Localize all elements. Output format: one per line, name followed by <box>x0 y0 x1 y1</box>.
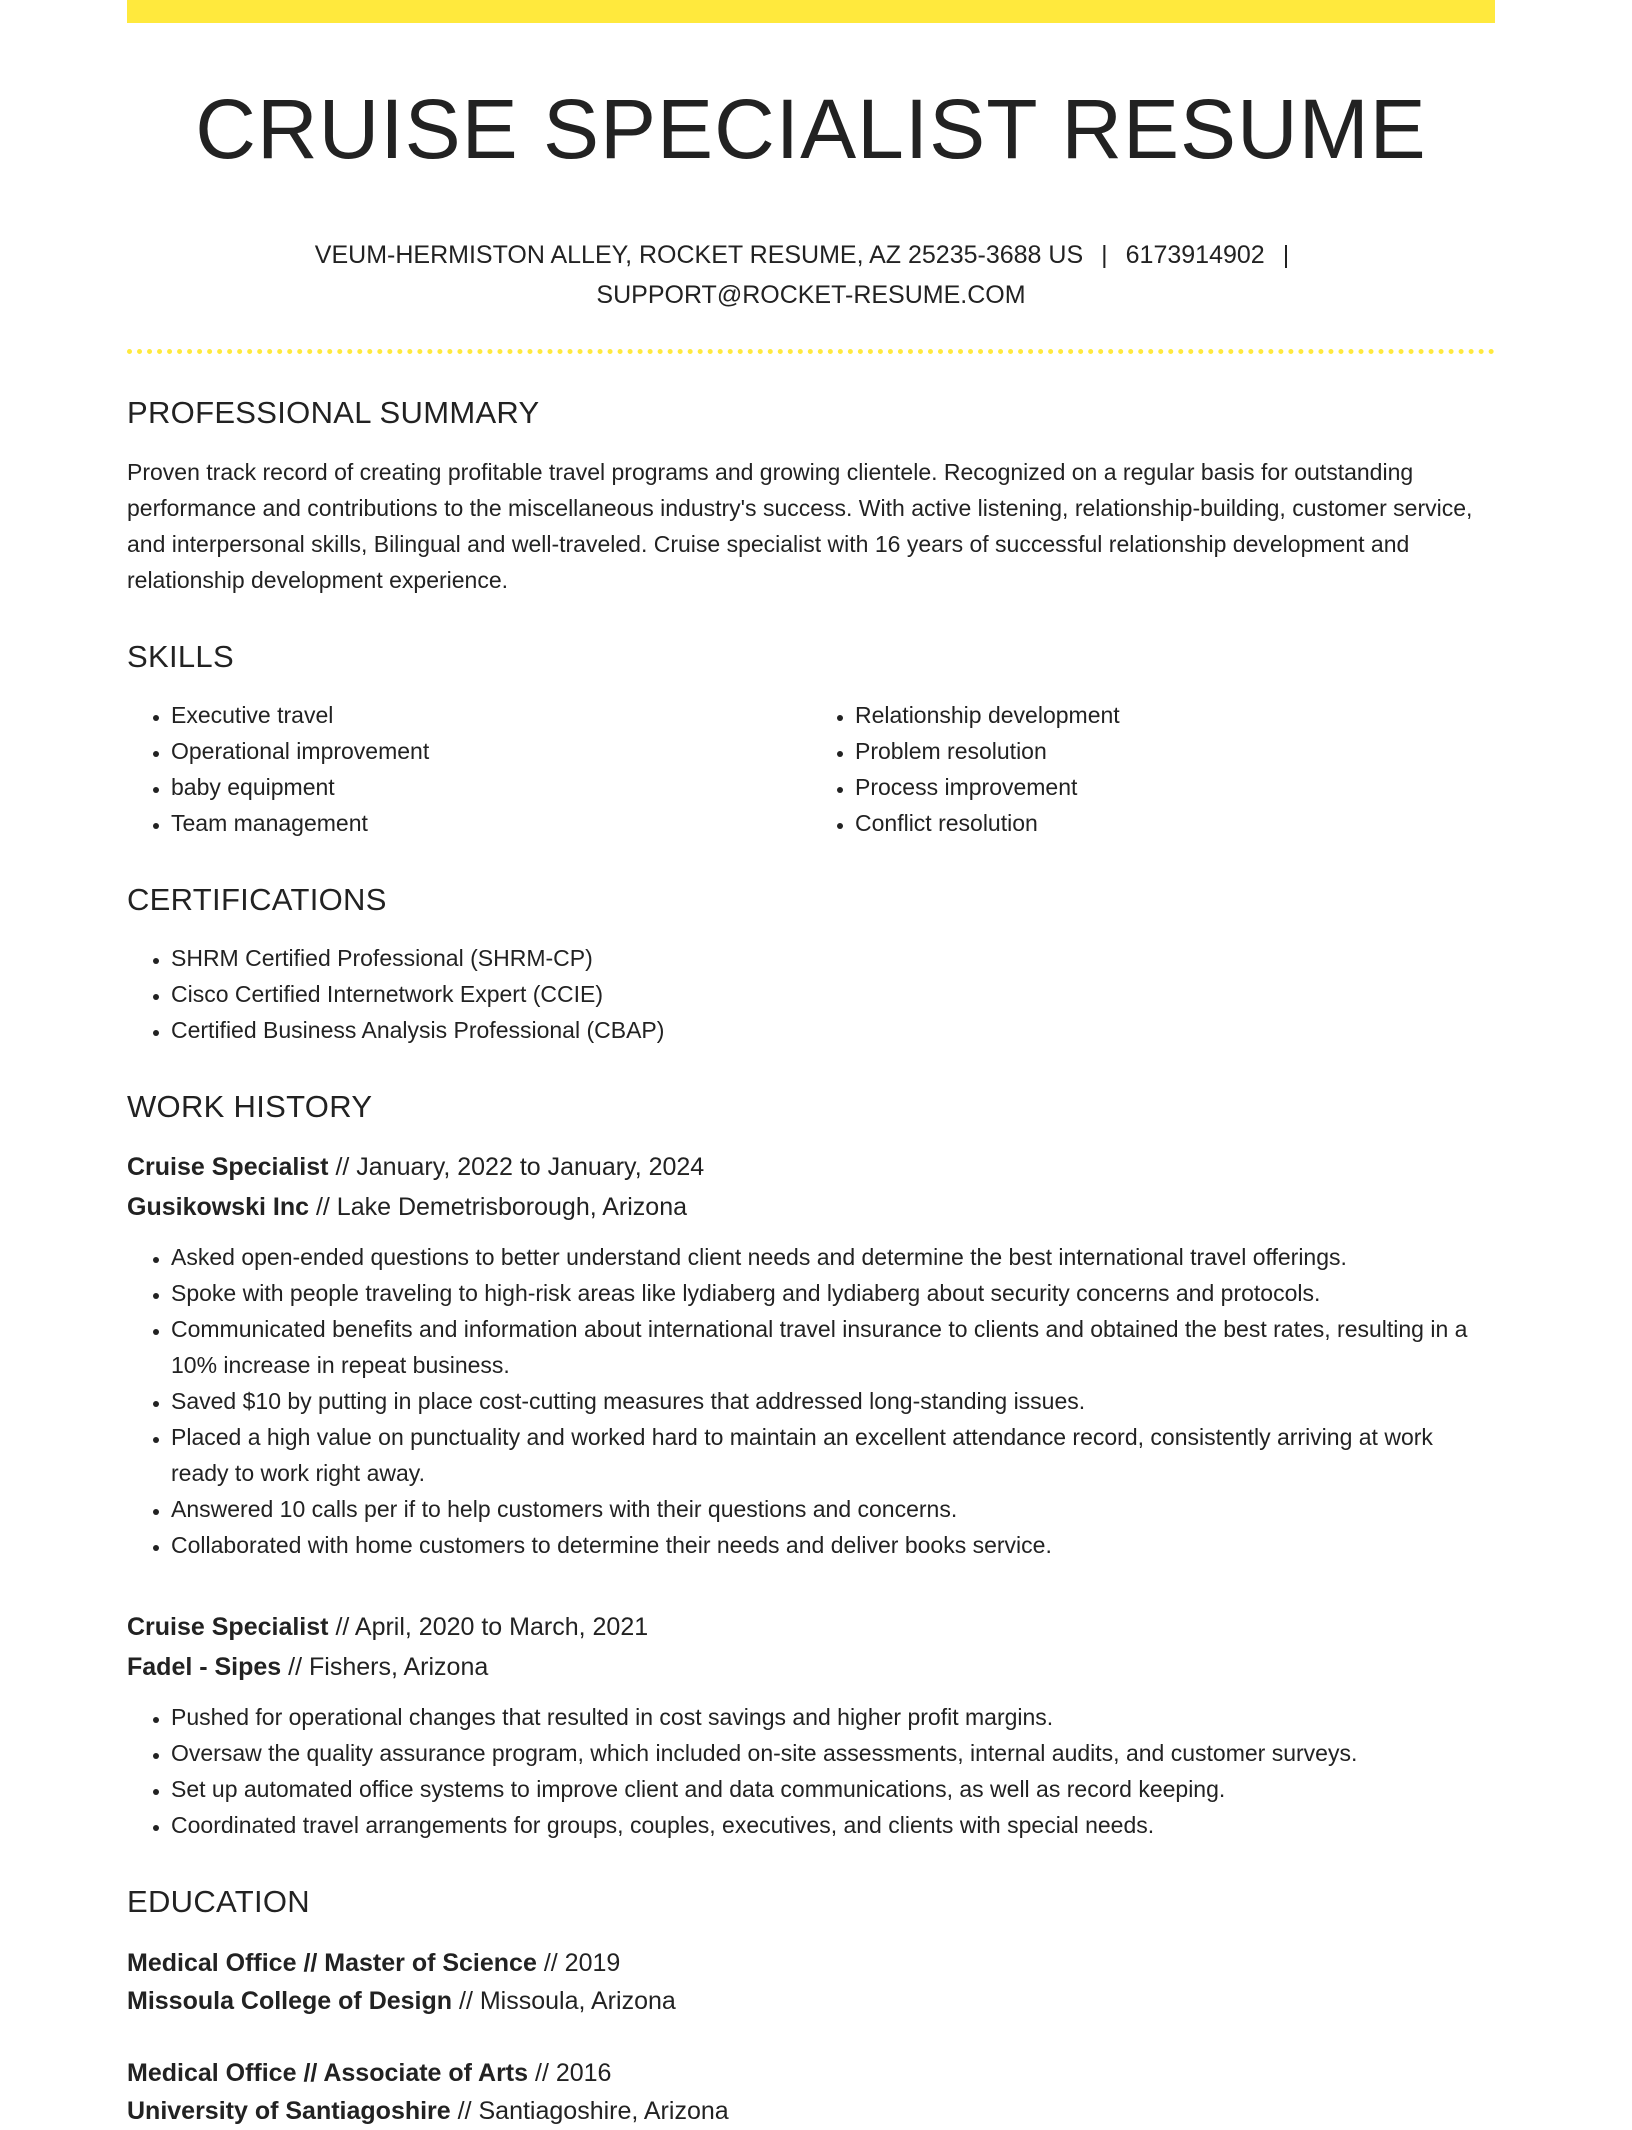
job-dates: // January, 2022 to January, 2024 <box>335 1153 705 1182</box>
education-entry <box>127 1944 1495 2020</box>
summary-text: Proven track record of creating profitable travel programs and growing clientele. Recognized on a regular basis for outstanding performance and contributions to the miscellaneous industry's success. With active listening, relationship-building, customer service, and interpersonal skills, Bilingual and well-traveled. Cruise specialist with 16 years of successful relationship development and relationship development experience. <box>127 458 1473 593</box>
skill-item: • baby equipment <box>171 769 811 805</box>
certification-item: • SHRM Certified Professional (SHRM-CP) <box>171 940 1495 976</box>
job-bullet: • Set up automated office systems to improve client and data communications, as well as record keeping. <box>171 1771 1495 1807</box>
job-bullets <box>127 1699 1495 1843</box>
job-entry <box>127 1607 1495 1843</box>
job-location: // Lake Demetrisborough, Arizona <box>315 1193 688 1222</box>
contact-info <box>127 235 1495 315</box>
resume-content <box>127 0 1495 2130</box>
education-location: // Missoula, Arizona <box>459 1987 676 2016</box>
job-location: // Fishers, Arizona <box>288 1653 489 1682</box>
job-title-line <box>127 1607 1495 1647</box>
job-dates: // April, 2020 to March, 2021 <box>335 1613 649 1642</box>
skill-item: • Operational improvement <box>171 733 811 769</box>
job-entry <box>127 1147 1495 1563</box>
section-title-summary: PROFESSIONAL SUMMARY <box>127 395 540 431</box>
skills-column-right <box>811 697 1495 841</box>
contact-separator: | <box>1101 241 1108 270</box>
job-bullet: • Asked open-ended questions to better understand client needs and determine the best international travel offerings. <box>171 1239 1495 1275</box>
resume-title: CRUISE SPECIALIST RESUME <box>195 82 1427 176</box>
job-bullet: • Saved $10 by putting in place cost-cutting measures that addressed long-standing issues. <box>171 1383 1495 1419</box>
skill-item: • Problem resolution <box>855 733 1495 769</box>
skills-column-left <box>127 697 811 841</box>
skill-item: • Team management <box>171 805 811 841</box>
education-degree-line <box>127 2054 1495 2092</box>
skill-item: • Executive travel <box>171 697 811 733</box>
job-bullet: • Spoke with people traveling to high-risk areas like lydiaberg and lydiaberg about security concerns and protocols. <box>171 1275 1495 1311</box>
job-bullet: • Oversaw the quality assurance program, which included on-site assessments, internal audits, and customer surveys. <box>171 1735 1495 1771</box>
education-school: Missoula College of Design <box>127 1987 453 2016</box>
job-company-line <box>127 1647 1495 1687</box>
education-school-line <box>127 1982 1495 2020</box>
section-title-work-history: WORK HISTORY <box>127 1088 373 1124</box>
job-title-line <box>127 1147 1495 1187</box>
job-bullet: • Pushed for operational changes that resulted in cost savings and higher profit margins. <box>171 1699 1495 1735</box>
top-accent-bar <box>127 0 1495 23</box>
education-location: // Santiagoshire, Arizona <box>457 2097 729 2126</box>
education-degree: Medical Office // Master of Science <box>127 1949 537 1978</box>
contact-address: VEUM-HERMISTON ALLEY, ROCKET RESUME, AZ 25235-3688 US <box>314 241 1084 270</box>
job-bullet: • Coordinated travel arrangements for groups, couples, executives, and clients with special needs. <box>171 1807 1495 1843</box>
job-company-line <box>127 1187 1495 1227</box>
job-company: Fadel - Sipes <box>127 1653 282 1682</box>
job-bullets <box>127 1239 1495 1563</box>
education-school-line <box>127 2092 1495 2130</box>
dotted-divider <box>127 349 1495 354</box>
education-year: // 2019 <box>543 1949 621 1978</box>
skills-list <box>127 697 1495 841</box>
job-bullet: • Collaborated with home customers to determine their needs and deliver books service. <box>171 1527 1495 1563</box>
skill-item: • Relationship development <box>855 697 1495 733</box>
education-school: University of Santiagoshire <box>127 2097 451 2126</box>
contact-separator: | <box>1282 241 1290 270</box>
education-degree: Medical Office // Associate of Arts <box>127 2059 529 2088</box>
skill-item: • Process improvement <box>855 769 1495 805</box>
education-entry <box>127 2054 1495 2130</box>
education-year: // 2016 <box>535 2059 612 2088</box>
skill-item: • Conflict resolution <box>855 805 1495 841</box>
certifications-list <box>127 940 1495 1048</box>
certification-item: • Cisco Certified Internetwork Expert (CCIE) <box>171 976 1495 1012</box>
job-title: Cruise Specialist <box>127 1153 329 1182</box>
contact-email: SUPPORT@ROCKET-RESUME.COM <box>596 281 1026 310</box>
section-title-certifications: CERTIFICATIONS <box>127 881 387 917</box>
job-bullet: • Answered 10 calls per if to help customers with their questions and concerns. <box>171 1491 1495 1527</box>
section-title-skills: SKILLS <box>127 638 234 674</box>
contact-phone: 6173914902 <box>1125 241 1265 270</box>
job-bullet: • Placed a high value on punctuality and worked hard to maintain an excellent attendance record, consistently arriving at work ready to work right away. <box>171 1419 1495 1491</box>
job-title: Cruise Specialist <box>127 1613 329 1642</box>
section-title-education: EDUCATION <box>127 1884 310 1920</box>
certification-item: • Certified Business Analysis Professional (CBAP) <box>171 1012 1495 1048</box>
job-company: Gusikowski Inc <box>127 1193 310 1222</box>
education-degree-line <box>127 1944 1495 1982</box>
job-bullet: • Communicated benefits and information about international travel insurance to clients and obtained the best rates, resulting in a 10% increase in repeat business. <box>171 1311 1495 1383</box>
